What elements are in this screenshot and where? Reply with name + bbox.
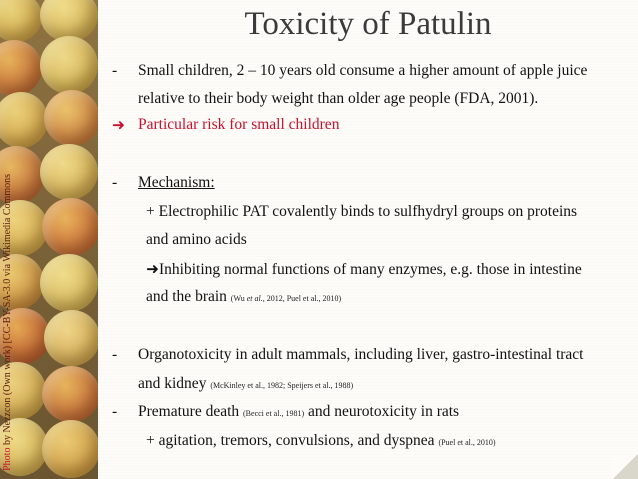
citation-etal: et al., <box>246 294 265 303</box>
bullet-marker: - <box>112 62 118 79</box>
bullet-marker: - <box>112 346 118 363</box>
arrow-icon: ➜ <box>146 261 159 278</box>
bullet-3-sub-2-line-2 <box>146 288 341 306</box>
citation: (Becci et al., 1981) <box>243 409 305 418</box>
bullet-5-sub-line <box>146 432 496 450</box>
photo-credit-text: by Nezzcon (Own work) [CC-BY-SA-3.0 via Wikimedia Commons <box>2 174 13 446</box>
bullet-3-sub-1-line-2: and amino acids <box>146 231 247 248</box>
citation-part: (Wu <box>230 294 247 303</box>
apples-photo <box>0 0 98 479</box>
bullet-5-sub-text: + agitation, tremors, convulsions, and dyspnea <box>146 432 435 449</box>
bullet-1-line-2: relative to their body weight than older age people (FDA, 2001). <box>138 90 539 107</box>
bullet-4-text: and kidney <box>138 375 207 392</box>
citation <box>231 294 341 303</box>
citation-part: 2012, Puel et al., 2010) <box>264 294 342 303</box>
bullet-4-line-2 <box>138 375 353 393</box>
bullet-5-line-1 <box>138 403 459 421</box>
bullet-3-heading: Mechanism: <box>138 174 215 191</box>
citation: (Puel et al., 2010) <box>438 438 496 447</box>
bullet-5-text-2: and neurotoxicity in rats <box>307 403 460 420</box>
bullet-marker: - <box>112 174 118 191</box>
bullet-3-sub-2-text: Inhibiting normal functions of many enzymes, e.g. those in intestine <box>159 261 582 278</box>
bullet-3-sub-1-line-1: + Electrophilic PAT covalently binds to sulfhydryl groups on proteins <box>146 203 578 220</box>
bullet-2-text: Particular risk for small children <box>138 116 340 133</box>
arrow-icon: ➜ <box>112 117 125 134</box>
bullet-4-line-1: Organotoxicity in adult mammals, including liver, gastro-intestinal tract <box>138 346 584 363</box>
bullet-marker: - <box>112 403 118 420</box>
slide-title: Toxicity of Patulin <box>244 6 492 42</box>
page-curl <box>612 455 638 479</box>
citation: (McKinley et al., 1982; Speijers et al., 1988) <box>210 381 354 390</box>
bullet-5-text: Premature death <box>138 403 240 420</box>
bullet-3-sub-2-line-1 <box>146 260 582 279</box>
photo-credit <box>2 174 14 471</box>
bullet-3-sub-2-text-2: and the brain <box>146 288 227 305</box>
bullet-1-line-1: Small children, 2 – 10 years old consume a higher amount of apple juice <box>138 62 588 79</box>
photo-credit-link[interactable]: Photo <box>2 447 13 471</box>
